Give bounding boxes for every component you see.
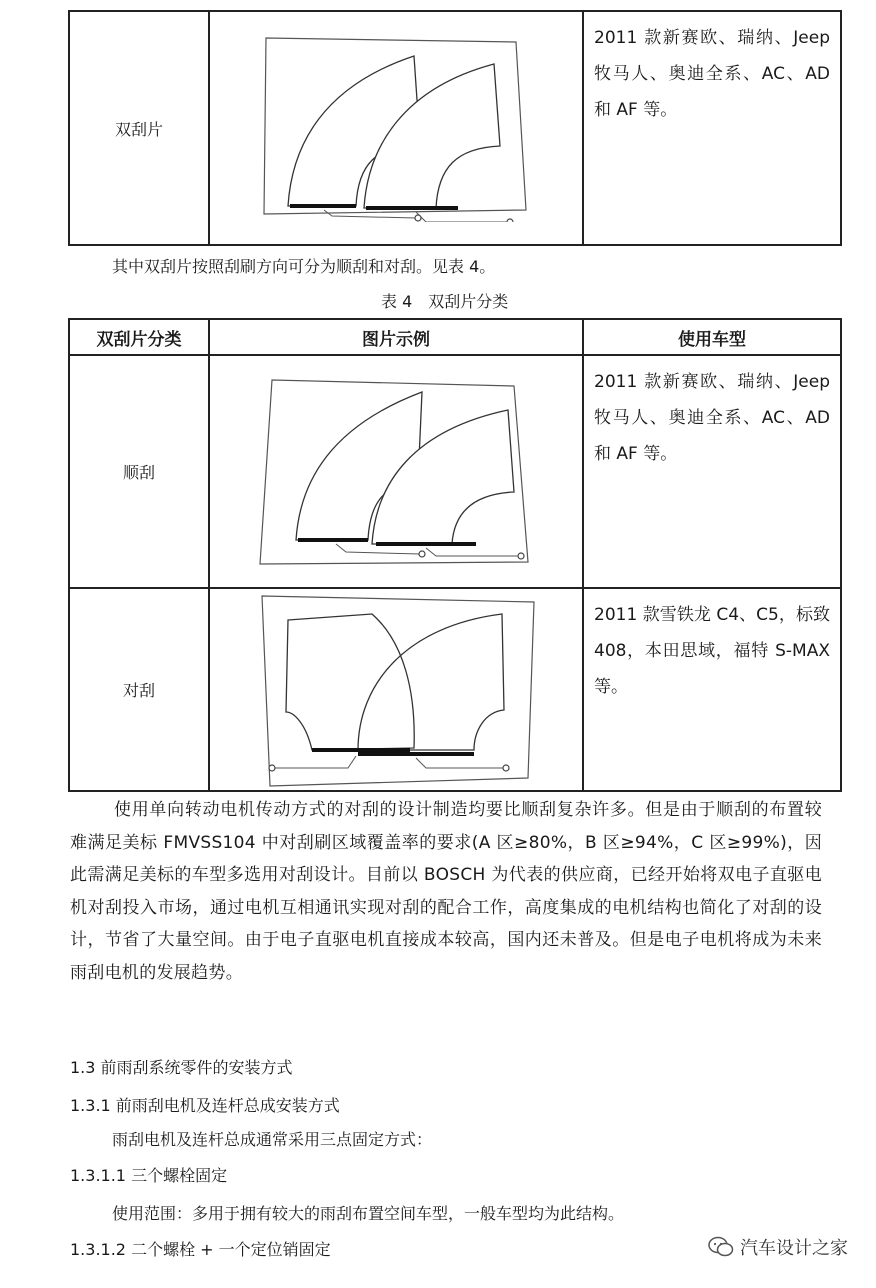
- image-cell: [209, 355, 583, 588]
- section-1-3-1-1: 1.3.1.1 三个螺栓固定: [70, 1166, 228, 1185]
- section-1-3-1-1-text: 使用范围：多用于拥有较大的雨刮布置空间车型，一般车型均为此结构。: [112, 1204, 625, 1223]
- section-1-3-1-2: 1.3.1.2 二个螺栓 + 一个定位销固定: [70, 1240, 331, 1259]
- table-row: [69, 355, 841, 588]
- table4: [68, 318, 842, 792]
- type-cell: 对刮: [69, 588, 209, 791]
- wechat-icon: [708, 1236, 734, 1258]
- watermark: [708, 1234, 848, 1260]
- header-type: 双刮片分类: [69, 319, 209, 355]
- models-cell: 2011 款雪铁龙 C4、C5，标致 408，本田思域，福特 S-MAX 等。: [583, 588, 841, 791]
- opposed-wiper-diagram: [246, 592, 546, 788]
- dual-wiper-diagram: [246, 34, 546, 222]
- section-1-3-1: 1.3.1 前雨刮电机及连杆总成安装方式: [70, 1096, 340, 1115]
- intro-line: 其中双刮片按照刮刷方向可分为顺刮和对刮。见表 4。: [112, 257, 496, 276]
- section-1-3: 1.3 前雨刮系统零件的安装方式: [70, 1058, 293, 1077]
- type-cell: 双刮片: [69, 11, 209, 245]
- header-image: 图片示例: [209, 319, 583, 355]
- watermark-text: 汽车设计之家: [740, 1238, 848, 1259]
- image-cell: [209, 588, 583, 791]
- table-row: [69, 588, 841, 791]
- tandem-wiper-diagram: [246, 374, 546, 570]
- table4-caption: 表 4 双刮片分类: [381, 292, 509, 311]
- image-cell: [209, 11, 583, 245]
- type-cell: 顺刮: [69, 355, 209, 588]
- body-paragraph: 使用单向转动电机传动方式的对刮的设计制造均要比顺刮复杂许多。但是由于顺刮的布置较难满足美标 FMVSS104 中对刮刷区域覆盖率的要求(A 区≥80%，B 区≥94%，C 区≥99%)，因此需满足美标的车型多选用对刮设计。目前以 BOSCH 为代表的供应商，已经开始将双电子直驱电机对刮投入市场，通过电机互相通讯实现对刮的配合工作，高度集成的电机结构也简化了对刮的设计，节省了大量空间。由于电子直驱电机直接成本较高，国内还未普及。但是电子电机将成为未来雨刮电机的发展趋势。: [70, 800, 822, 983]
- top-table: [68, 10, 842, 246]
- section-1-3-1-text: 雨刮电机及连杆总成通常采用三点固定方式：: [112, 1130, 433, 1149]
- models-cell: 2011 款新赛欧、瑞纳、Jeep 牧马人、奥迪全系、AC、AD 和 AF 等。: [583, 355, 841, 588]
- models-cell: 2011 款新赛欧、瑞纳、Jeep 牧马人、奥迪全系、AC、AD 和 AF 等。: [583, 11, 841, 245]
- header-models: 使用车型: [583, 319, 841, 355]
